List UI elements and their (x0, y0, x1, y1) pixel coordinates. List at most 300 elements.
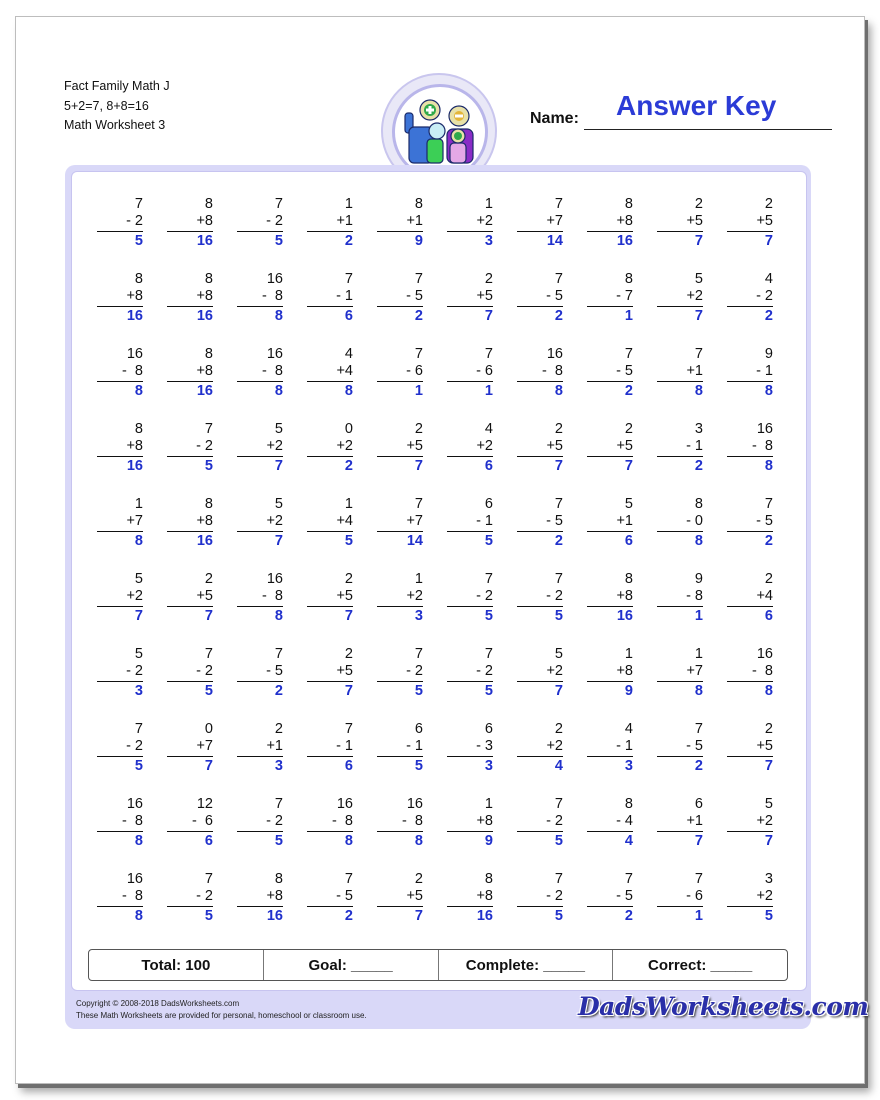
usage-notice: These Math Worksheets are provided for personal, homeschool or classroom use. (76, 1011, 367, 1020)
problem-3-10 (727, 346, 773, 401)
operator-number: +5 (336, 588, 353, 604)
operator-number: +5 (756, 738, 773, 754)
problem-10-6 (447, 871, 493, 926)
answer-value: 8 (134, 833, 143, 849)
top-number: 8 (134, 421, 143, 437)
problem-9-9 (657, 796, 703, 851)
answer-value: 7 (764, 833, 773, 849)
brand-logo: DadsWorksheets.com (578, 992, 869, 1021)
problem-8-10 (727, 721, 773, 776)
problem-7-2 (167, 646, 213, 701)
operator-number: - 5 (756, 513, 773, 529)
top-number: 5 (554, 646, 563, 662)
top-number: 2 (204, 571, 213, 587)
top-number: 7 (554, 496, 563, 512)
problem-1-2 (167, 196, 213, 251)
problem-4-1 (97, 421, 143, 476)
operator-number: +5 (406, 438, 423, 454)
problem-3-2 (167, 346, 213, 401)
operator-number: - 2 (266, 213, 283, 229)
answer-value: 1 (694, 608, 703, 624)
answer-value: 8 (764, 383, 773, 399)
top-number: 16 (126, 346, 143, 362)
top-number: 8 (134, 271, 143, 287)
top-number: 4 (484, 421, 493, 437)
operator-number: - 8 (262, 588, 283, 604)
problem-6-4 (307, 571, 353, 626)
top-number: 16 (756, 646, 773, 662)
top-number: 1 (344, 496, 353, 512)
top-number: 1 (484, 796, 493, 812)
answer-value: 6 (344, 758, 353, 774)
operator-number: - 6 (476, 363, 493, 379)
operator-number: +5 (476, 288, 493, 304)
operator-number: - 1 (616, 738, 633, 754)
top-number: 2 (414, 421, 423, 437)
answer-value: 8 (694, 683, 703, 699)
problem-7-8 (587, 646, 633, 701)
answer-value: 8 (344, 383, 353, 399)
top-number: 16 (266, 571, 283, 587)
problem-3-5 (377, 346, 423, 401)
top-number: 1 (344, 196, 353, 212)
problem-9-3 (237, 796, 283, 851)
top-number: 2 (344, 571, 353, 587)
problem-8-9 (657, 721, 703, 776)
problem-5-4 (307, 496, 353, 551)
answer-value: 5 (204, 908, 213, 924)
top-number: 16 (546, 346, 563, 362)
answer-value: 16 (196, 233, 213, 249)
top-number: 16 (266, 271, 283, 287)
operator-number: +2 (126, 588, 143, 604)
problem-3-9 (657, 346, 703, 401)
answer-value: 5 (274, 233, 283, 249)
answer-value: 7 (134, 608, 143, 624)
answer-value: 8 (414, 833, 423, 849)
operator-number: +2 (406, 588, 423, 604)
name-field[interactable] (530, 90, 832, 130)
answer-value: 5 (554, 833, 563, 849)
answer-value: 2 (694, 758, 703, 774)
operator-number: - 5 (266, 663, 283, 679)
problem-2-1 (97, 271, 143, 326)
problem-8-7 (517, 721, 563, 776)
top-number: 7 (554, 196, 563, 212)
answer-value: 5 (274, 833, 283, 849)
operator-number: - 2 (196, 438, 213, 454)
top-number: 16 (336, 796, 353, 812)
operator-number: - 8 (122, 888, 143, 904)
operator-number: +5 (546, 438, 563, 454)
answer-value: 8 (134, 383, 143, 399)
answer-value: 2 (554, 308, 563, 324)
answer-value: 16 (616, 233, 633, 249)
problem-8-5 (377, 721, 423, 776)
top-number: 7 (414, 271, 423, 287)
answer-value: 7 (764, 758, 773, 774)
top-number: 2 (414, 871, 423, 887)
problem-4-2 (167, 421, 213, 476)
answer-value: 1 (484, 383, 493, 399)
operator-number: - 2 (266, 813, 283, 829)
top-number: 7 (484, 571, 493, 587)
operator-number: - 8 (752, 438, 773, 454)
answer-value: 2 (414, 308, 423, 324)
top-number: 7 (414, 646, 423, 662)
problem-5-2 (167, 496, 213, 551)
answer-value: 7 (764, 233, 773, 249)
operator-number: - 8 (122, 363, 143, 379)
top-number: 6 (414, 721, 423, 737)
operator-number: - 1 (336, 288, 353, 304)
operator-number: +2 (266, 438, 283, 454)
answer-value: 7 (204, 758, 213, 774)
operator-number: +5 (616, 438, 633, 454)
operator-number: +7 (406, 513, 423, 529)
answer-value: 2 (344, 908, 353, 924)
answer-value: 2 (764, 533, 773, 549)
operator-number: +5 (756, 213, 773, 229)
problem-3-4 (307, 346, 353, 401)
operator-number: +2 (476, 213, 493, 229)
answer-value: 7 (204, 608, 213, 624)
problem-6-10 (727, 571, 773, 626)
answer-value: 16 (126, 458, 143, 474)
answer-value: 16 (616, 608, 633, 624)
top-number: 5 (624, 496, 633, 512)
top-number: 9 (694, 571, 703, 587)
name-line (584, 129, 832, 130)
problem-5-1 (97, 496, 143, 551)
problem-5-10 (727, 496, 773, 551)
operator-number: +8 (266, 888, 283, 904)
correct-field[interactable]: Correct: _____ (648, 956, 753, 974)
top-number: 7 (274, 646, 283, 662)
operator-number: - 1 (336, 738, 353, 754)
operator-number: - 1 (686, 438, 703, 454)
problem-10-7 (517, 871, 563, 926)
problem-7-5 (377, 646, 423, 701)
top-number: 7 (274, 796, 283, 812)
operator-number: +5 (686, 213, 703, 229)
top-number: 16 (126, 796, 143, 812)
answer-value: 16 (196, 308, 213, 324)
operator-number: +5 (406, 888, 423, 904)
answer-value: 5 (134, 233, 143, 249)
answer-value: 5 (134, 758, 143, 774)
problem-1-1 (97, 196, 143, 251)
problem-4-6 (447, 421, 493, 476)
answer-value: 2 (694, 458, 703, 474)
top-number: 1 (484, 196, 493, 212)
problem-3-8 (587, 346, 633, 401)
top-number: 7 (484, 346, 493, 362)
top-number: 2 (344, 646, 353, 662)
answer-value: 2 (554, 533, 563, 549)
operator-number: - 0 (686, 513, 703, 529)
complete-field[interactable]: Complete: _____ (439, 950, 614, 980)
problem-1-10 (727, 196, 773, 251)
top-number: 7 (624, 871, 633, 887)
top-number: 6 (694, 796, 703, 812)
problem-7-6 (447, 646, 493, 701)
top-number: 7 (484, 646, 493, 662)
answer-value: 8 (274, 608, 283, 624)
top-number: 1 (624, 646, 633, 662)
top-number: 7 (694, 346, 703, 362)
problem-5-6 (447, 496, 493, 551)
answer-value: 1 (414, 383, 423, 399)
problem-8-8 (587, 721, 633, 776)
answer-value: 16 (196, 533, 213, 549)
problem-2-2 (167, 271, 213, 326)
problem-4-3 (237, 421, 283, 476)
top-number: 3 (764, 871, 773, 887)
operator-number: - 1 (476, 513, 493, 529)
problem-10-4 (307, 871, 353, 926)
problem-2-10 (727, 271, 773, 326)
top-number: 16 (266, 346, 283, 362)
problem-2-7 (517, 271, 563, 326)
worksheet-number: Math Worksheet 3 (64, 118, 166, 132)
answer-value: 9 (624, 683, 633, 699)
answer-value: 8 (764, 683, 773, 699)
top-number: 7 (344, 871, 353, 887)
top-number: 7 (204, 646, 213, 662)
answer-value: 2 (344, 233, 353, 249)
operator-number: - 5 (616, 363, 633, 379)
problem-5-7 (517, 496, 563, 551)
answer-value: 3 (484, 758, 493, 774)
operator-number: - 8 (122, 813, 143, 829)
operator-number: - 6 (406, 363, 423, 379)
top-number: 8 (624, 796, 633, 812)
top-number: 7 (414, 346, 423, 362)
answer-value: 14 (406, 533, 423, 549)
top-number: 16 (126, 871, 143, 887)
answer-value: 7 (554, 458, 563, 474)
problem-3-1 (97, 346, 143, 401)
answer-value: 6 (624, 533, 633, 549)
answer-value: 5 (414, 683, 423, 699)
answer-value: 8 (274, 308, 283, 324)
top-number: 2 (624, 421, 633, 437)
operator-number: +4 (756, 588, 773, 604)
answer-value: 16 (476, 908, 493, 924)
top-number: 16 (406, 796, 423, 812)
top-number: 5 (274, 421, 283, 437)
top-number: 2 (764, 196, 773, 212)
answer-value: 3 (274, 758, 283, 774)
answer-value: 2 (274, 683, 283, 699)
answer-value: 7 (414, 908, 423, 924)
top-number: 8 (204, 271, 213, 287)
answer-value: 7 (694, 308, 703, 324)
problem-2-9 (657, 271, 703, 326)
top-number: 7 (764, 496, 773, 512)
answer-value: 5 (344, 533, 353, 549)
top-number: 7 (694, 871, 703, 887)
answer-value: 7 (694, 833, 703, 849)
operator-number: +2 (686, 288, 703, 304)
top-number: 8 (204, 346, 213, 362)
top-number: 1 (414, 571, 423, 587)
answer-value: 7 (344, 683, 353, 699)
answer-value: 7 (694, 233, 703, 249)
problem-7-7 (517, 646, 563, 701)
problem-8-3 (237, 721, 283, 776)
problem-4-4 (307, 421, 353, 476)
operator-number: - 2 (546, 588, 563, 604)
problem-grid (85, 196, 785, 936)
top-number: 8 (204, 496, 213, 512)
answer-value: 2 (344, 458, 353, 474)
answer-value: 7 (484, 308, 493, 324)
answer-value: 9 (484, 833, 493, 849)
answer-value: 3 (134, 683, 143, 699)
answer-value: 8 (344, 833, 353, 849)
footer (76, 998, 367, 1022)
problem-4-7 (517, 421, 563, 476)
answer-value: 8 (274, 383, 283, 399)
problem-5-5 (377, 496, 423, 551)
operator-number: - 4 (616, 813, 633, 829)
answer-value: 6 (764, 608, 773, 624)
answer-value: 7 (554, 683, 563, 699)
top-number: 7 (554, 271, 563, 287)
top-number: 0 (344, 421, 353, 437)
problem-6-3 (237, 571, 283, 626)
operator-number: +8 (616, 663, 633, 679)
operator-number: - 6 (686, 888, 703, 904)
operator-number: - 8 (262, 288, 283, 304)
answer-value: 6 (344, 308, 353, 324)
operator-number: +7 (126, 513, 143, 529)
operator-number: - 8 (262, 363, 283, 379)
problem-7-10 (727, 646, 773, 701)
copyright-text: Copyright © 2008-2018 DadsWorksheets.com (76, 999, 240, 1008)
top-number: 7 (554, 571, 563, 587)
problem-6-6 (447, 571, 493, 626)
operator-number: +8 (616, 213, 633, 229)
problem-4-5 (377, 421, 423, 476)
top-number: 2 (274, 721, 283, 737)
operator-number: +2 (546, 663, 563, 679)
answer-value: 5 (484, 608, 493, 624)
operator-number: +2 (756, 813, 773, 829)
problem-6-7 (517, 571, 563, 626)
top-number: 6 (484, 496, 493, 512)
problem-7-1 (97, 646, 143, 701)
top-number: 0 (204, 721, 213, 737)
top-number: 7 (554, 871, 563, 887)
operator-number: - 2 (756, 288, 773, 304)
problem-9-7 (517, 796, 563, 851)
top-number: 8 (414, 196, 423, 212)
operator-number: - 5 (616, 888, 633, 904)
family-icon (395, 87, 485, 177)
problem-10-8 (587, 871, 633, 926)
problem-9-2 (167, 796, 213, 851)
top-number: 2 (554, 721, 563, 737)
problem-8-1 (97, 721, 143, 776)
problem-9-6 (447, 796, 493, 851)
answer-value: 2 (764, 308, 773, 324)
answer-value: 8 (694, 383, 703, 399)
operator-number: - 1 (756, 363, 773, 379)
operator-number: - 5 (336, 888, 353, 904)
operator-number: - 2 (546, 813, 563, 829)
operator-number: +2 (266, 513, 283, 529)
problem-10-1 (97, 871, 143, 926)
problem-2-8 (587, 271, 633, 326)
operator-number: +4 (336, 363, 353, 379)
operator-number: +1 (406, 213, 423, 229)
operator-number: - 2 (546, 888, 563, 904)
goal-field[interactable]: Goal: _____ (264, 950, 439, 980)
top-number: 6 (484, 721, 493, 737)
answer-value: 4 (554, 758, 563, 774)
answer-value: 7 (624, 458, 633, 474)
problem-7-9 (657, 646, 703, 701)
answer-value: 5 (204, 683, 213, 699)
problem-9-5 (377, 796, 423, 851)
problem-1-4 (307, 196, 353, 251)
answer-value: 6 (484, 458, 493, 474)
operator-number: +5 (196, 588, 213, 604)
operator-number: - 2 (476, 588, 493, 604)
problem-1-3 (237, 196, 283, 251)
answer-value: 7 (344, 608, 353, 624)
operator-number: - 8 (752, 663, 773, 679)
top-number: 8 (484, 871, 493, 887)
problem-8-4 (307, 721, 353, 776)
problem-1-8 (587, 196, 633, 251)
operator-number: +8 (476, 813, 493, 829)
problem-2-4 (307, 271, 353, 326)
problem-8-6 (447, 721, 493, 776)
operator-number: +5 (336, 663, 353, 679)
problem-2-3 (237, 271, 283, 326)
top-number: 7 (344, 721, 353, 737)
operator-number: - 2 (196, 663, 213, 679)
top-number: 3 (694, 421, 703, 437)
top-number: 7 (624, 346, 633, 362)
operator-number: +1 (686, 363, 703, 379)
problem-7-4 (307, 646, 353, 701)
answer-value: 7 (274, 533, 283, 549)
top-number: 7 (134, 196, 143, 212)
worksheet-header (64, 77, 170, 136)
operator-number: +8 (126, 438, 143, 454)
operator-number: - 5 (686, 738, 703, 754)
operator-number: +2 (756, 888, 773, 904)
top-number: 4 (344, 346, 353, 362)
answer-value: 5 (484, 683, 493, 699)
operator-number: - 2 (476, 663, 493, 679)
top-number: 2 (484, 271, 493, 287)
answer-value: 16 (266, 908, 283, 924)
operator-number: +4 (336, 513, 353, 529)
top-number: 8 (624, 196, 633, 212)
problem-5-8 (587, 496, 633, 551)
top-number: 9 (764, 346, 773, 362)
problem-5-3 (237, 496, 283, 551)
operator-number: - 3 (476, 738, 493, 754)
problem-9-8 (587, 796, 633, 851)
operator-number: +1 (616, 513, 633, 529)
